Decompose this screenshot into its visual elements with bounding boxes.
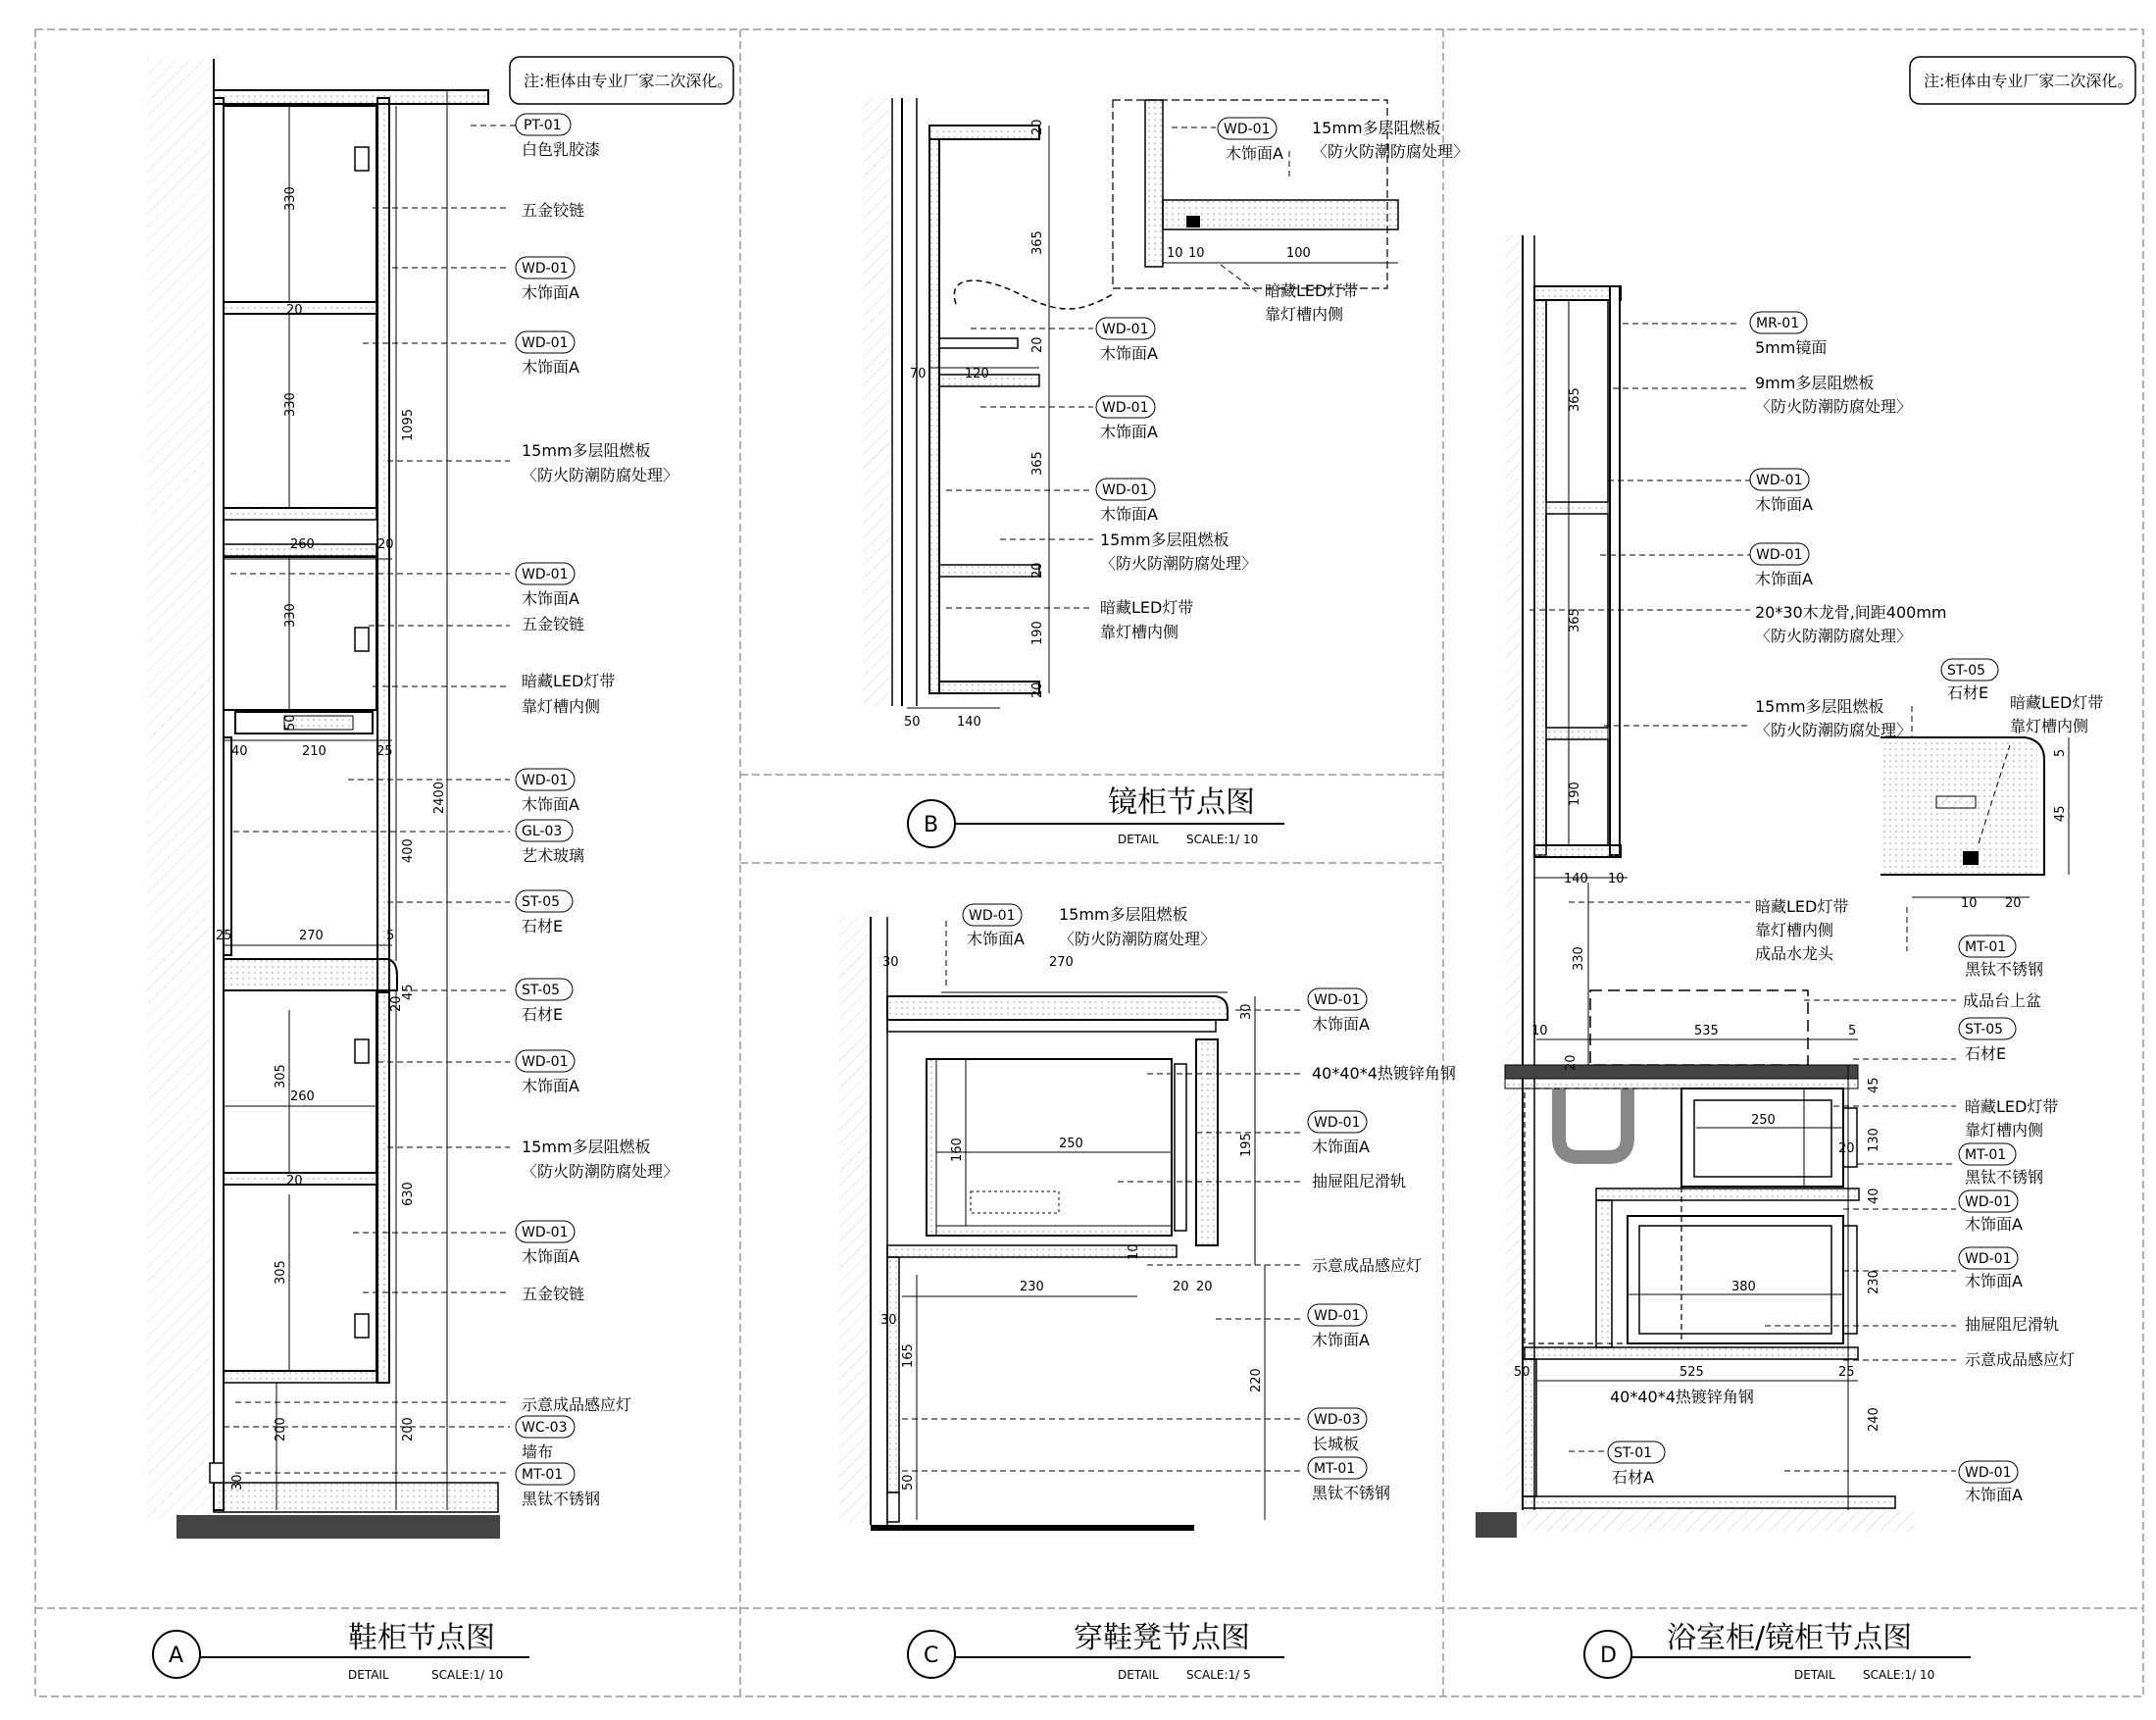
dim-a-2400: 2400 [432, 781, 447, 814]
dim-b-100: 100 [1286, 246, 1311, 261]
dim-a-200a: 200 [274, 1417, 288, 1442]
callout-a-board2 [522, 1138, 678, 1181]
callout-a-mt01 [516, 1463, 600, 1508]
dim-d-250: 250 [1751, 1113, 1776, 1128]
svg-text:石材E: 石材E [1965, 1044, 2007, 1063]
svg-text:WD-01: WD-01 [522, 567, 569, 582]
dim-d-25: 25 [1838, 1365, 1855, 1380]
callout-d-keel [1755, 603, 1947, 645]
dim-a-630: 630 [401, 1182, 416, 1206]
dim-d-40: 40 [1867, 1188, 1881, 1204]
svg-text:靠灯槽内侧: 靠灯槽内侧 [1965, 1121, 2044, 1139]
svg-text:15mm多层阻燃板: 15mm多层阻燃板 [1312, 119, 1441, 137]
svg-text:木饰面A: 木饰面A [522, 795, 579, 814]
panel-a-title: 鞋柜节点图 [348, 1621, 495, 1655]
dim-a-1095: 1095 [401, 408, 416, 441]
svg-text:木饰面A: 木饰面A [1226, 144, 1283, 163]
svg-text:15mm多层阻燃板: 15mm多层阻燃板 [1100, 531, 1229, 549]
dim-a-260a: 260 [290, 537, 315, 552]
svg-text:9mm多层阻燃板: 9mm多层阻燃板 [1755, 374, 1875, 392]
svg-text:ST-05: ST-05 [522, 894, 561, 910]
dim-a-20b: 20 [286, 1174, 303, 1189]
dim-d-20c: 20 [2005, 896, 2022, 911]
svg-text:WD-01: WD-01 [522, 335, 569, 351]
svg-text:WD-01: WD-01 [1224, 122, 1271, 137]
callout-d-wd01-5 [1959, 1461, 2023, 1504]
callout-d-st05 [1959, 1018, 2016, 1063]
dim-a-25b: 25 [216, 929, 232, 943]
dim-b-365b: 365 [1030, 451, 1045, 476]
callout-a-gl03 [516, 820, 584, 865]
svg-text:40*40*4热镀锌角钢: 40*40*4热镀锌角钢 [1610, 1388, 1754, 1406]
callout-a-wd01-4 [516, 769, 579, 814]
callout-c-wd01-3 [1308, 1111, 1370, 1156]
sheet-frame [35, 29, 2143, 1696]
panel-a [147, 57, 733, 1682]
callout-d-slide [1965, 1315, 2059, 1334]
dim-a-50a: 50 [283, 714, 298, 731]
dim-d-20b: 20 [1838, 1141, 1855, 1156]
dim-c-270: 270 [1049, 955, 1074, 970]
callout-c-light [1312, 1256, 1422, 1275]
svg-text:WD-01: WD-01 [1102, 482, 1149, 498]
callout-d-wd01-2 [1750, 543, 1813, 588]
svg-text:WD-01: WD-01 [1965, 1251, 2012, 1267]
dim-b-20c: 20 [1030, 562, 1045, 579]
svg-text:抽屉阻尼滑轨: 抽屉阻尼滑轨 [1965, 1315, 2060, 1334]
svg-text:MT-01: MT-01 [1314, 1461, 1356, 1477]
panel-b-detail: DETAIL [1118, 833, 1159, 846]
svg-text:MT-01: MT-01 [522, 1467, 564, 1483]
svg-text:长城板: 长城板 [1312, 1435, 1360, 1453]
callout-d-inset-st05 [1941, 659, 1998, 702]
svg-text:白色乳胶漆: 白色乳胶漆 [522, 140, 601, 159]
svg-text:木饰面A: 木饰面A [1755, 495, 1813, 514]
svg-text:靠灯槽内侧: 靠灯槽内侧 [1100, 623, 1179, 641]
svg-text:木饰面A: 木饰面A [1965, 1486, 2023, 1504]
dim-d-140: 140 [1564, 872, 1588, 886]
callout-d-steel [1610, 1388, 1754, 1406]
svg-text:暗藏LED灯带: 暗藏LED灯带 [1265, 281, 1359, 300]
dim-d-10b: 10 [1531, 1024, 1548, 1038]
dim-a-5: 5 [386, 929, 395, 943]
panel-d [1476, 57, 2135, 1682]
dim-d-380: 380 [1731, 1280, 1756, 1294]
panel-c-detail: DETAIL [1118, 1668, 1159, 1682]
svg-text:木饰面A: 木饰面A [1312, 1138, 1370, 1156]
svg-text:〈防火防潮防腐处理〉: 〈防火防潮防腐处理〉 [1755, 721, 1913, 739]
svg-text:暗藏LED灯带: 暗藏LED灯带 [1100, 598, 1194, 617]
svg-text:木饰面A: 木饰面A [522, 589, 579, 608]
dim-d-50: 50 [1514, 1365, 1530, 1380]
callout-d-wd01-1 [1750, 469, 1813, 514]
callout-d-mr01 [1750, 312, 1827, 357]
dim-d-365a: 365 [1568, 387, 1582, 412]
svg-text:〈防火防潮防腐处理〉: 〈防火防潮防腐处理〉 [1059, 930, 1217, 948]
svg-text:20*30木龙骨,间距400mm: 20*30木龙骨,间距400mm [1755, 603, 1947, 622]
dim-d-20: 20 [1564, 1054, 1579, 1071]
svg-text:暗藏LED灯带: 暗藏LED灯带 [2010, 693, 2104, 712]
callout-a-hinge2 [522, 1285, 584, 1303]
dim-c-230: 230 [1020, 1280, 1044, 1294]
svg-text:WD-01: WD-01 [1965, 1194, 2012, 1210]
dim-a-30: 30 [230, 1474, 245, 1491]
callout-d-wd01-3 [1959, 1190, 2023, 1234]
dim-a-200b: 200 [401, 1417, 416, 1442]
callout-d-board9 [1755, 374, 1912, 416]
svg-text:木饰面A: 木饰面A [522, 358, 579, 377]
callout-a-led [522, 672, 615, 716]
panel-d-title: 浴室柜/镜柜节点图 [1667, 1621, 1913, 1655]
svg-text:暗藏LED灯带: 暗藏LED灯带 [1755, 897, 1849, 916]
panel-a-note: 注:柜体由专业厂家二次深化。 [524, 72, 733, 90]
svg-text:〈防火防潮防腐处理〉: 〈防火防潮防腐处理〉 [522, 466, 679, 484]
svg-text:靠灯槽内侧: 靠灯槽内侧 [522, 697, 601, 716]
panel-d-detail: DETAIL [1794, 1668, 1835, 1682]
svg-text:MT-01: MT-01 [1965, 1147, 2007, 1163]
svg-text:ST-01: ST-01 [1614, 1445, 1653, 1461]
dim-c-160: 160 [950, 1138, 965, 1162]
svg-text:40*40*4热镀锌角钢: 40*40*4热镀锌角钢 [1312, 1064, 1456, 1083]
panel-a-scale: SCALE:1/ 10 [431, 1668, 504, 1682]
svg-text:GL-03: GL-03 [522, 824, 563, 839]
svg-text:木饰面A: 木饰面A [967, 930, 1025, 948]
svg-text:WD-01: WD-01 [1102, 322, 1149, 337]
dim-a-40: 40 [231, 744, 248, 759]
callout-d-mt01 [1959, 1143, 2043, 1187]
callout-d-wd01-4 [1959, 1247, 2023, 1290]
dim-d-5b: 5 [2053, 748, 2068, 757]
svg-text:ST-05: ST-05 [1947, 663, 1986, 679]
svg-text:PT-01: PT-01 [524, 118, 562, 133]
panel-c-scale: SCALE:1/ 5 [1186, 1668, 1251, 1682]
svg-text:靠灯槽内侧: 靠灯槽内侧 [1265, 305, 1344, 324]
svg-text:石材E: 石材E [1947, 683, 1989, 702]
dim-c-30c: 30 [880, 1313, 897, 1328]
svg-text:WD-01: WD-01 [1314, 1115, 1361, 1131]
dim-a-330b: 330 [283, 392, 298, 417]
dim-a-260b: 260 [290, 1089, 315, 1104]
dim-b-190: 190 [1030, 621, 1045, 645]
svg-text:15mm多层阻燃板: 15mm多层阻燃板 [1755, 697, 1884, 716]
callout-c-wd03 [1308, 1408, 1367, 1453]
dim-d-525: 525 [1680, 1365, 1704, 1380]
panel-b-scale: SCALE:1/ 10 [1186, 833, 1259, 846]
svg-text:WD-01: WD-01 [1756, 473, 1803, 488]
dim-b-70: 70 [910, 367, 927, 381]
callout-c-wd01-2 [1308, 988, 1370, 1034]
dim-a-20c: 20 [377, 537, 394, 552]
panel-b-title-block [908, 785, 1284, 847]
callout-a-wd01-3 [516, 563, 584, 633]
svg-text:WD-03: WD-03 [1314, 1412, 1361, 1428]
dim-d-10c: 10 [1961, 896, 1978, 911]
dim-c-220: 220 [1249, 1368, 1264, 1392]
svg-text:MR-01: MR-01 [1756, 316, 1800, 331]
svg-text:WD-01: WD-01 [969, 908, 1016, 924]
callout-b-led [1100, 598, 1193, 641]
svg-text:木饰面A: 木饰面A [1312, 1015, 1370, 1034]
callout-a-st05-2 [516, 979, 573, 1024]
svg-text:MT-01: MT-01 [1965, 939, 2007, 955]
dim-a-210: 210 [302, 744, 326, 759]
dim-a-20d: 20 [389, 995, 404, 1012]
svg-text:示意成品感应灯: 示意成品感应灯 [1965, 1350, 2076, 1369]
svg-text:木饰面A: 木饰面A [1100, 423, 1158, 441]
callout-a-wd01-1 [516, 257, 579, 302]
svg-text:暗藏LED灯带: 暗藏LED灯带 [522, 672, 616, 690]
svg-text:黑钛不锈钢: 黑钛不锈钢 [1965, 1168, 2044, 1187]
panel-c-letter: C [924, 1644, 939, 1668]
svg-text:木饰面A: 木饰面A [522, 283, 579, 302]
dim-c-20a: 20 [1173, 1280, 1189, 1294]
svg-text:WD-01: WD-01 [1756, 547, 1803, 563]
dim-d-230: 230 [1867, 1270, 1881, 1294]
svg-text:WD-01: WD-01 [522, 1054, 569, 1070]
dim-a-400: 400 [401, 838, 416, 863]
callout-d-inset-led [2010, 693, 2103, 735]
callout-c-mt01 [1308, 1457, 1390, 1502]
dim-a-25a: 25 [376, 744, 393, 759]
dim-b-20d: 20 [1030, 682, 1045, 698]
svg-text:〈防火防潮防腐处理〉: 〈防火防潮防腐处理〉 [1755, 397, 1913, 416]
callout-b-wd01-2 [1096, 396, 1158, 441]
callout-a-wd01-2 [516, 331, 579, 377]
svg-text:15mm多层阻燃板: 15mm多层阻燃板 [522, 1138, 651, 1156]
svg-text:木饰面A: 木饰面A [1100, 344, 1158, 363]
svg-text:ST-05: ST-05 [522, 983, 561, 998]
svg-text:5mm镜面: 5mm镜面 [1755, 338, 1828, 357]
dim-a-330c: 330 [283, 603, 298, 628]
svg-text:木饰面A: 木饰面A [522, 1077, 579, 1095]
panel-d-title-block [1584, 1621, 1971, 1682]
dim-c-195: 195 [1239, 1133, 1254, 1157]
svg-text:黑钛不锈钢: 黑钛不锈钢 [1312, 1484, 1391, 1502]
svg-text:暗藏LED灯带: 暗藏LED灯带 [1965, 1097, 2059, 1116]
dim-a-305b: 305 [274, 1260, 288, 1285]
panel-b-title: 镜柜节点图 [1108, 785, 1255, 820]
dim-c-50: 50 [901, 1474, 916, 1491]
svg-text:成品水龙头: 成品水龙头 [1755, 944, 1834, 963]
svg-text:WD-01: WD-01 [1314, 1308, 1361, 1324]
callout-a-wd01-6 [516, 1221, 579, 1266]
svg-text:WD-01: WD-01 [1102, 400, 1149, 416]
dim-a-45: 45 [401, 984, 416, 1000]
callout-d-board15 [1755, 697, 1912, 739]
dim-d-10a: 10 [1608, 872, 1625, 886]
callout-c-slide [1312, 1172, 1406, 1190]
dim-b-20b: 20 [1030, 336, 1045, 353]
dim-b-140: 140 [957, 715, 981, 730]
panel-a-callouts [516, 114, 678, 1508]
callout-b-detail-led [1265, 281, 1358, 324]
callout-b-wd01-1 [1096, 318, 1158, 363]
dim-c-30b: 30 [1239, 1003, 1254, 1020]
svg-text:示意成品感应灯: 示意成品感应灯 [522, 1395, 632, 1414]
dim-d-5: 5 [1848, 1024, 1857, 1038]
svg-text:成品台上盆: 成品台上盆 [1963, 991, 2042, 1010]
callout-b-board [1100, 531, 1257, 573]
svg-text:木饰面A: 木饰面A [1965, 1272, 2023, 1290]
panel-b [863, 98, 1469, 847]
svg-text:〈防火防潮防腐处理〉: 〈防火防潮防腐处理〉 [1100, 554, 1258, 573]
dim-d-330: 330 [1572, 946, 1586, 971]
svg-text:五金铰链: 五金铰链 [522, 615, 585, 633]
callout-a-wd01-5 [516, 1050, 579, 1095]
panel-d-note: 注:柜体由专业厂家二次深化。 [1924, 72, 2133, 90]
svg-text:黑钛不锈钢: 黑钛不锈钢 [522, 1490, 601, 1508]
svg-text:五金铰链: 五金铰链 [522, 1285, 585, 1303]
panel-c [838, 904, 1456, 1682]
svg-text:WD-01: WD-01 [522, 261, 569, 277]
svg-text:靠灯槽内侧: 靠灯槽内侧 [1755, 921, 1834, 939]
dim-c-10: 10 [1127, 1243, 1141, 1260]
svg-text:WD-01: WD-01 [522, 1225, 569, 1240]
svg-text:木饰面A: 木饰面A [1312, 1331, 1370, 1349]
dim-d-240: 240 [1867, 1407, 1881, 1432]
dim-b-120: 120 [965, 367, 989, 381]
dim-a-270: 270 [299, 929, 324, 943]
callout-d-inset-mt01 [1959, 936, 2043, 979]
svg-text:WD-01: WD-01 [1965, 1465, 2012, 1481]
dim-b-365a: 365 [1030, 230, 1045, 255]
svg-text:靠灯槽内侧: 靠灯槽内侧 [2010, 717, 2089, 735]
callout-d-led [1755, 897, 1848, 963]
svg-text:15mm多层阻燃板: 15mm多层阻燃板 [522, 441, 651, 460]
svg-text:墙布: 墙布 [522, 1442, 554, 1461]
callout-b-wd01-3 [1096, 479, 1158, 524]
svg-text:WC-03: WC-03 [522, 1420, 568, 1436]
callout-c-wd01-1 [963, 904, 1025, 948]
panel-a-title-block [153, 1621, 529, 1682]
svg-text:〈防火防潮防腐处理〉: 〈防火防潮防腐处理〉 [1312, 142, 1470, 161]
panel-a-detail: DETAIL [348, 1668, 389, 1682]
dim-d-190: 190 [1568, 782, 1582, 806]
panel-b-letter: B [924, 813, 939, 837]
svg-text:木饰面A: 木饰面A [1100, 505, 1158, 524]
svg-text:〈防火防潮防腐处理〉: 〈防火防潮防腐处理〉 [522, 1162, 679, 1181]
svg-text:木饰面A: 木饰面A [522, 1247, 579, 1266]
panel-d-scale: SCALE:1/ 10 [1863, 1668, 1935, 1682]
dim-c-20b: 20 [1196, 1280, 1213, 1294]
svg-text:艺术玻璃: 艺术玻璃 [522, 846, 585, 865]
dim-c-30a: 30 [882, 955, 899, 970]
dim-a-330a: 330 [283, 186, 298, 211]
callout-a-board1 [522, 441, 678, 484]
callout-a-st05-1 [516, 890, 573, 936]
svg-text:ST-05: ST-05 [1965, 1022, 2004, 1037]
dim-a-20a: 20 [286, 303, 303, 318]
dim-d-365b: 365 [1568, 608, 1582, 632]
svg-text:五金铰链: 五金铰链 [522, 201, 585, 220]
dim-c-165: 165 [901, 1343, 916, 1368]
callout-d-st01 [1608, 1442, 1665, 1487]
svg-text:WD-01: WD-01 [522, 773, 569, 788]
svg-text:木饰面A: 木饰面A [1755, 570, 1813, 588]
panel-c-title-block [908, 1621, 1284, 1682]
dim-d-535: 535 [1694, 1024, 1719, 1038]
dim-d-45: 45 [1867, 1077, 1881, 1093]
svg-text:黑钛不锈钢: 黑钛不锈钢 [1965, 960, 2044, 979]
dim-b-20a: 20 [1030, 119, 1045, 135]
callout-c-steel [1312, 1064, 1456, 1083]
callout-a-light [522, 1395, 631, 1414]
callout-c-wd01-4 [1308, 1304, 1370, 1349]
callout-a-pt01 [516, 114, 600, 159]
svg-text:〈防火防潮防腐处理〉: 〈防火防潮防腐处理〉 [1755, 627, 1913, 645]
callout-b-detail-wd01 [1218, 118, 1283, 163]
callout-a-hinge1 [522, 201, 584, 220]
dim-c-250: 250 [1059, 1137, 1083, 1151]
svg-text:木饰面A: 木饰面A [1965, 1215, 2023, 1234]
dim-d-45b: 45 [2053, 805, 2068, 822]
svg-text:石材A: 石材A [1612, 1468, 1654, 1487]
panel-d-letter: D [1600, 1644, 1617, 1668]
callout-d-light [1965, 1350, 2075, 1369]
panel-a-letter: A [169, 1644, 184, 1668]
svg-text:15mm多层阻燃板: 15mm多层阻燃板 [1059, 905, 1188, 924]
callout-d-led2 [1965, 1097, 2058, 1139]
callout-d-basin [1963, 991, 2041, 1010]
svg-text:WD-01: WD-01 [1314, 992, 1361, 1008]
dim-a-305a: 305 [274, 1064, 288, 1088]
callout-a-wc03 [516, 1416, 575, 1461]
svg-text:石材E: 石材E [522, 1005, 564, 1024]
svg-text:抽屉阻尼滑轨: 抽屉阻尼滑轨 [1312, 1172, 1407, 1190]
dim-b-50: 50 [904, 715, 921, 730]
svg-text:示意成品感应灯: 示意成品感应灯 [1312, 1256, 1423, 1275]
dim-b-10a: 10 [1167, 246, 1183, 261]
callout-c-board [1059, 905, 1216, 948]
svg-text:石材E: 石材E [522, 917, 564, 936]
callout-b-detail-board [1312, 119, 1469, 161]
dim-b-10b: 10 [1188, 246, 1205, 261]
dim-d-130: 130 [1867, 1128, 1881, 1152]
panel-c-title: 穿鞋凳节点图 [1074, 1621, 1250, 1655]
